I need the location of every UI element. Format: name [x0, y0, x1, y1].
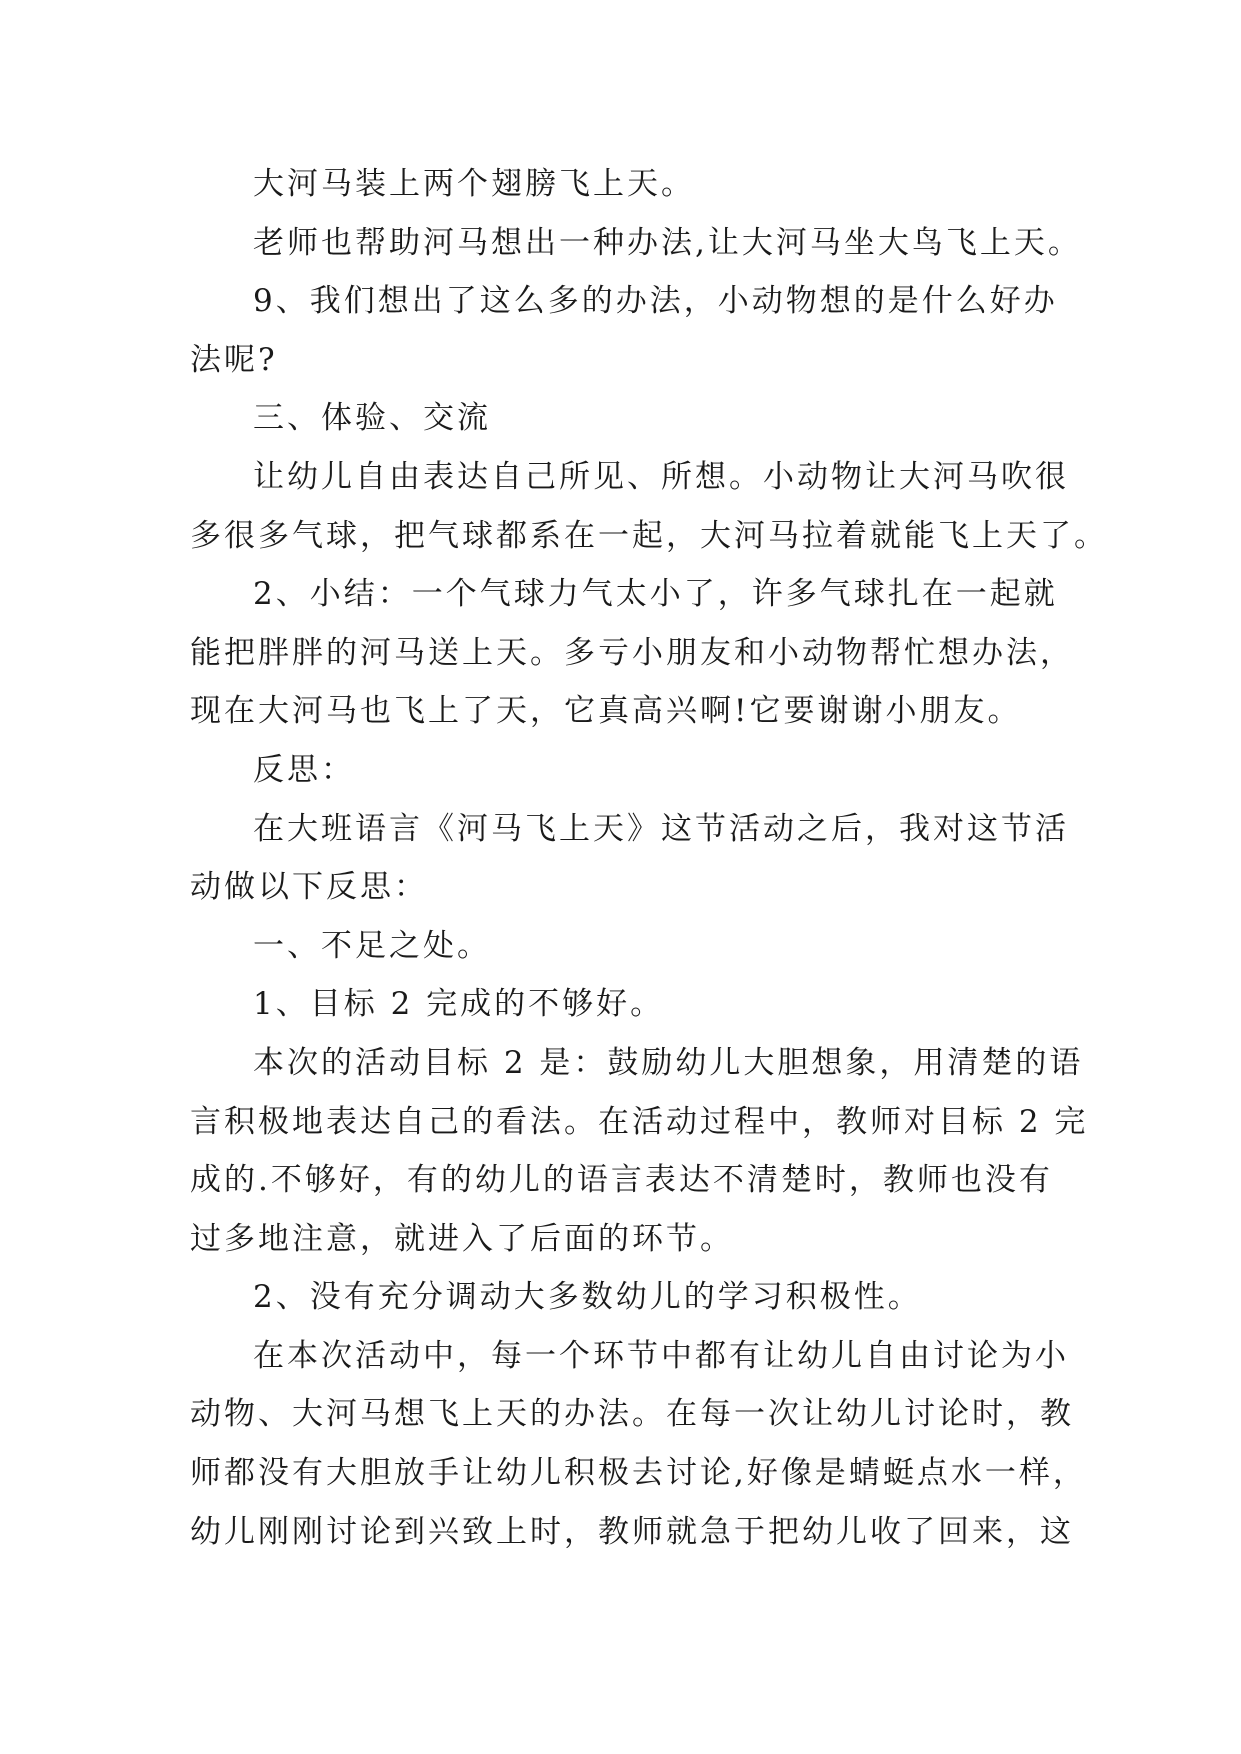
text-line: 言积极地表达自己的看法。在活动过程中，教师对目标 2 完 [190, 1103, 1089, 1140]
text-line: 多很多气球，把气球都系在一起，大河马拉着就能飞上天了。 [190, 517, 1108, 554]
section-heading: 一、不足之处。 [253, 927, 491, 964]
text-line: 本次的活动目标 2 是：鼓励幼儿大胆想象，用清楚的语 [253, 1044, 1084, 1081]
text-line: 1、目标 2 完成的不够好。 [253, 986, 665, 1023]
section-heading: 反思： [253, 751, 355, 788]
text-line: 2、没有充分调动大多数幼儿的学习积极性。 [253, 1279, 922, 1316]
text-line: 在本次活动中，每一个环节中都有让幼儿自由讨论为小 [253, 1337, 1069, 1374]
text-line: 让幼儿自由表达自己所见、所想。小动物让大河马吹很 [253, 458, 1069, 495]
text-line: 能把胖胖的河马送上天。多亏小朋友和小动物帮忙想办法， [190, 634, 1074, 671]
text-line: 师都没有大胆放手让幼儿积极去讨论,好像是蜻蜓点水一样， [190, 1455, 1087, 1492]
text-line: 动做以下反思： [190, 869, 428, 906]
text-line: 幼儿刚刚讨论到兴致上时，教师就急于把幼儿收了回来，这 [190, 1513, 1074, 1550]
text-line: 大河马装上两个翅膀飞上天。 [253, 166, 695, 202]
text-line: 法呢? [190, 341, 278, 378]
text-line: 过多地注意，就进入了后面的环节。 [190, 1220, 734, 1257]
text-line: 动物、大河马想飞上天的办法。在每一次让幼儿讨论时，教 [190, 1396, 1074, 1433]
text-line: 老师也帮助河马想出一种办法,让大河马坐大鸟飞上天。 [253, 224, 1082, 261]
text-line: 2、小结：一个气球力气太小了，许多气球扎在一起就 [253, 576, 1058, 613]
text-line: 现在大河马也飞上了天，它真高兴啊!它要谢谢小朋友。 [190, 693, 1022, 730]
document-body [190, 155, 1108, 1561]
text-line: 成的.不够好，有的幼儿的语言表达不清楚时，教师也没有 [190, 1162, 1053, 1199]
text-line: 9、我们想出了这么多的办法，小动物想的是什么好办 [253, 283, 1058, 320]
text-line: 在大班语言《河马飞上天》这节活动之后，我对这节活 [253, 810, 1069, 847]
section-heading: 三、体验、交流 [253, 400, 491, 437]
